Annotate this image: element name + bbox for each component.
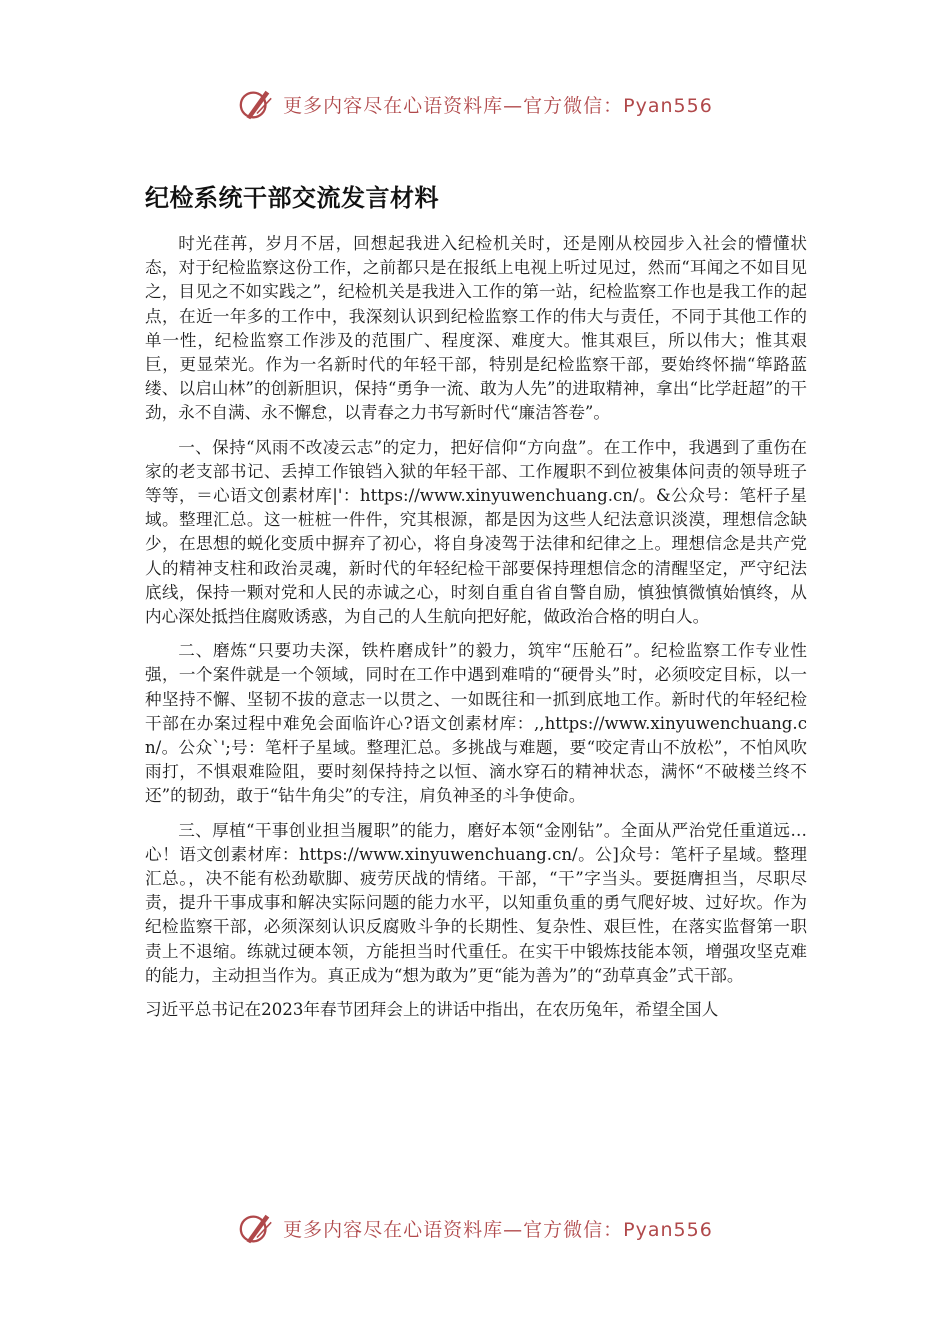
- header-banner-text: 更多内容尽在心语资料库—官方微信：Pyan556: [283, 94, 713, 117]
- footer-banner-text: 更多内容尽在心语资料库—官方微信：Pyan556: [283, 1218, 713, 1241]
- header-banner: [0, 84, 950, 124]
- paragraph-section-one: 一、保持“风雨不改凌云志”的定力，把好信仰“方向盘”。在工作中，我遇到了重伤在家的老支部书记、丢掉工作锒铛入狱的年轻干部、工作履职不到位被集体问责的领导班子等等，＝心语文创素材库|'：https://www.xinyuwenchuang.cn/。&公众号：笔杆子星域。整理汇总。这一桩桩一件件，究其根源，都是因为这些人纪法意识淡漠，理想信念缺少，在思想的蜕化变质中摒弃了初心，将自身凌驾于法律和纪律之上。理想信念是共产党人的精神支柱和政治灵魂，新时代的年轻纪检干部要保持理想信念的清醒坚定，严守纪法底线，保持一颗对党和人民的赤诚之心，时刻自重自省自警自励，慎独慎微慎始慎终，从内心深处抵挡住腐败诱惑，为自己的人生航向把好舵，做政治合格的明白人。: [145, 437, 807, 627]
- paragraph-section-two: 二、磨炼“只要功夫深，铁杵磨成针”的毅力，筑牢“压舱石”。纪检监察工作专业性强，一个案件就是一个领域，同时在工作中遇到难啃的“硬骨头”时，必须咬定目标，以一种坚持不懈、坚韧不拔的意志一以贯之、一如既往和一抓到底地工作。新时代的年轻纪检干部在办案过程中难免会面临许心?语文创素材库：,,https://www.xinyuwenchuang.cn/。公众`';号：笔杆子星域。整理汇总。多挑战与难题，要“咬定青山不放松”，不怕风吹雨打，不惧艰难险阻，要时刻保持持之以恒、滴水穿石的精神状态，满怀“不破楼兰终不还”的韧劲，敢于“钻牛角尖”的专注，肩负神圣的斗争使命。: [145, 641, 807, 806]
- paragraph-intro: 时光荏苒，岁月不居，回想起我进入纪检机关时，还是刚从校园步入社会的懵懂状态，对于纪检监察这份工作，之前都只是在报纸上电视上听过见过，然而“耳闻之不如目见之，目见之不如实践之”，纪检机关是我进入工作的第一站，纪检监察工作也是我工作的起点，在近一年多的工作中，我深刻认识到纪检监察工作的伟大与责任，不同于其他工作的单一性，纪检监察工作涉及的范围广、程度深、难度大。惟其艰巨，所以伟大；惟其艰巨，更显荣光。作为一名新时代的年轻干部，特别是纪检监察干部，要始终怀揣“筚路蓝缕、以启山林”的创新胆识，保持“勇争一流、敢为人先”的进取精神，拿出“比学赶超”的干劲，永不自满、永不懈怠，以青春之力书写新时代“廉洁答卷”。: [145, 234, 807, 423]
- paragraph-continuation: 习近平总书记在2023年春节团拜会上的讲话中指出，在农历兔年，希望全国人: [145, 1000, 719, 1020]
- quill-logo-icon: [237, 1208, 275, 1248]
- document-body: [145, 232, 807, 1032]
- footer-banner: [0, 1208, 950, 1248]
- document-title: 纪检系统干部交流发言材料: [145, 184, 439, 212]
- quill-logo-icon: [237, 84, 275, 124]
- paragraph-section-three: 三、厚植“干事创业担当履职”的能力，磨好本领“金刚钻”。全面从严治党任重道远…心！语文创素材库：https://www.xinyuwenchuang.cn/。公]众号：笔杆子星域。整理汇总。，决不能有松劲歇脚、疲劳厌战的情绪。干部，“干”字当头。要挺膺担当，尽职尽责，提升干事成事和解决实际问题的能力水平，以知重负重的勇气爬好坡、过好坎。作为纪检监察干部，必须深刻认识反腐败斗争的长期性、复杂性、艰巨性，在落实监督第一职责上不退缩。练就过硬本领，方能担当时代重任。在实干中锻炼技能本领，增强攻坚克难的能力，主动担当作为。真正成为“想为敢为”更“能为善为”的“劲草真金”式干部。: [145, 820, 807, 985]
